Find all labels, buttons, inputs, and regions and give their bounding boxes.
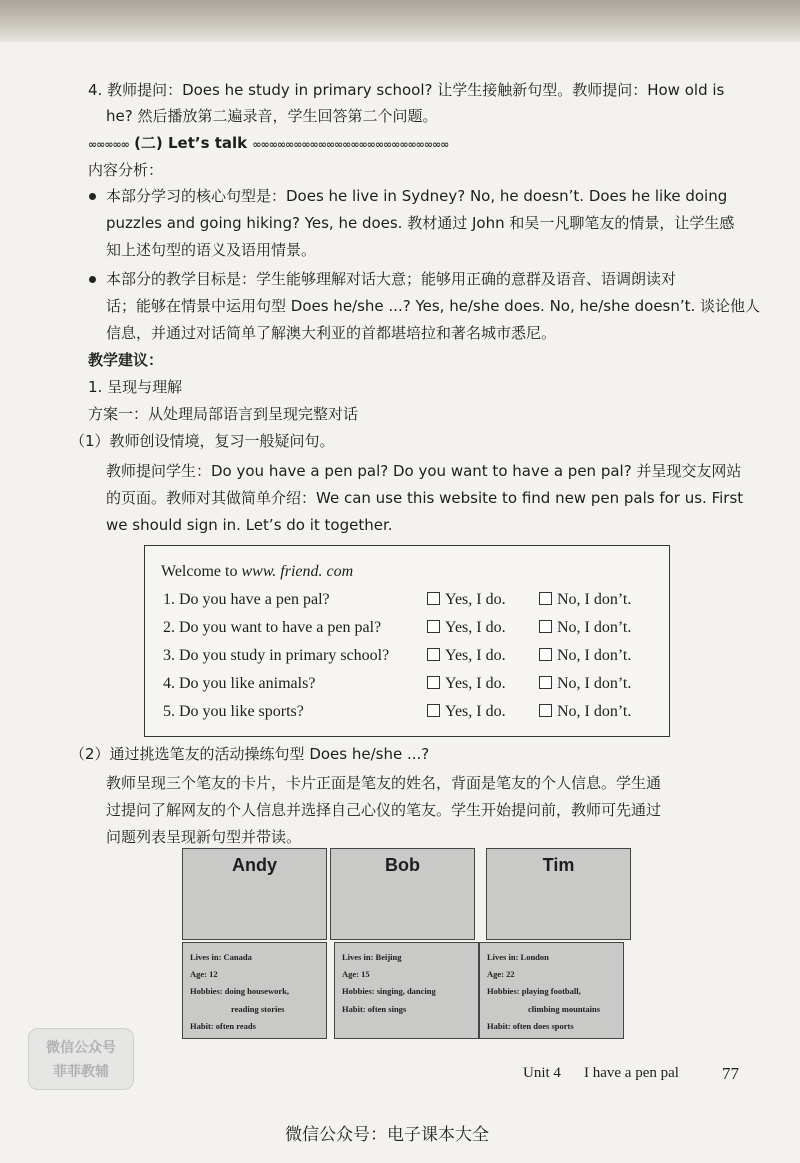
website-name: www. friend. com xyxy=(241,563,354,580)
website-survey-box xyxy=(144,545,670,737)
content-analysis-heading: 内容分析： xyxy=(88,161,164,179)
bullet-dot xyxy=(89,193,96,200)
checkbox-icon[interactable] xyxy=(539,592,552,605)
no-label: No, I don’t. xyxy=(557,619,632,636)
no-label: No, I don’t. xyxy=(557,647,632,664)
page-number: 77 xyxy=(722,1064,739,1083)
survey-question: 1. Do you have a pen pal? xyxy=(163,591,330,608)
yes-option[interactable] xyxy=(427,590,506,610)
penpal-card-back[interactable] xyxy=(479,942,624,1039)
step2-body-line2: 过提问了解网友的个人信息并选择自己心仪的笔友。学生开始提问前，教师可先通过 xyxy=(106,801,662,819)
page-top-edge xyxy=(0,0,800,42)
item4-line2: he? 然后播放第二遍录音，学生回答第二个问题。 xyxy=(106,107,438,125)
yes-option[interactable] xyxy=(427,646,506,666)
yes-option[interactable] xyxy=(427,702,506,722)
point1-heading: 1. 呈现与理解 xyxy=(88,378,183,396)
survey-row xyxy=(145,590,669,614)
checkbox-icon[interactable] xyxy=(427,620,440,633)
watermark-line1: 微信公众号 xyxy=(46,1040,116,1056)
penpal-name: Tim xyxy=(542,855,575,875)
section-heading xyxy=(88,133,448,155)
yes-option[interactable] xyxy=(427,618,506,638)
checkbox-icon[interactable] xyxy=(427,704,440,717)
yes-label: Yes, I do. xyxy=(445,703,506,720)
survey-row xyxy=(145,702,669,726)
survey-row xyxy=(145,674,669,698)
textbook-page xyxy=(0,42,800,1163)
checkbox-icon[interactable] xyxy=(539,704,552,717)
step1-body-line2: 的页面。教师对其做简单介绍：We can use this website to find new pen pals for us. First xyxy=(106,489,744,507)
no-option[interactable] xyxy=(539,618,631,638)
checkbox-icon[interactable] xyxy=(427,648,440,661)
penpal-lives: Lives in: Beijing xyxy=(342,952,402,962)
welcome-prefix: Welcome to xyxy=(161,563,242,580)
penpal-hobbies: Hobbies: doing housework, xyxy=(190,986,289,996)
penpal-card-front[interactable] xyxy=(330,848,475,940)
penpal-hobbies: Hobbies: playing football, xyxy=(487,986,581,996)
penpal-age: Age: 22 xyxy=(487,969,515,979)
bullet1-line3: 知上述句型的语义及语用情景。 xyxy=(106,241,317,259)
bullet2-line3: 信息，并通过对话简单了解澳大利亚的首都堪培拉和著名城市悉尼。 xyxy=(106,324,557,342)
penpal-card-front[interactable] xyxy=(486,848,631,940)
bullet1-line1: 本部分学习的核心句型是：Does he live in Sydney? No, he doesn’t. Does he like doing xyxy=(106,187,728,205)
yes-option[interactable] xyxy=(427,674,506,694)
wave-decoration-right: ∞∞∞∞∞∞∞∞∞∞∞∞∞∞∞∞∞∞∞∞∞∞∞∞ xyxy=(252,138,449,151)
checkbox-icon[interactable] xyxy=(539,648,552,661)
section-title: (二) Let’s talk xyxy=(134,134,248,152)
checkbox-icon[interactable] xyxy=(539,676,552,689)
step1-body-line1: 教师提问学生：Do you have a pen pal? Do you want to have a pen pal? 并呈现交友网站 xyxy=(106,462,742,480)
survey-question: 4. Do you like animals? xyxy=(163,675,316,692)
no-option[interactable] xyxy=(539,702,631,722)
watermark-badge xyxy=(28,1028,134,1090)
no-label: No, I don’t. xyxy=(557,703,632,720)
penpal-card-back[interactable] xyxy=(182,942,327,1039)
penpal-lives: Lives in: London xyxy=(487,952,549,962)
teaching-heading: 教学建议： xyxy=(88,351,164,369)
survey-question: 5. Do you like sports? xyxy=(163,703,304,720)
item4-line1: 4. 教师提问：Does he study in primary school? 让学生接触新句型。教师提问：How old is xyxy=(88,81,725,99)
penpal-habit: Habit: often does sports xyxy=(487,1021,574,1031)
step2-body-line3: 问题列表呈现新句型并带读。 xyxy=(106,828,302,846)
no-option[interactable] xyxy=(539,674,631,694)
step2-title: （2）通过挑选笔友的活动操练句型 Does he/she ...? xyxy=(70,745,430,763)
penpal-habit: Habit: often sings xyxy=(342,1004,407,1014)
step1-title: （1）教师创设情境，复习一般疑问句。 xyxy=(70,432,335,450)
step2-body-line1: 教师呈现三个笔友的卡片，卡片正面是笔友的姓名，背面是笔友的个人信息。学生通 xyxy=(106,774,662,792)
checkbox-icon[interactable] xyxy=(539,620,552,633)
yes-label: Yes, I do. xyxy=(445,675,506,692)
bullet2-line1: 本部分的教学目标是：学生能够理解对话大意；能够用正确的意群及语音、语调朗读对 xyxy=(106,270,677,288)
survey-question: 2. Do you want to have a pen pal? xyxy=(163,619,382,636)
checkbox-icon[interactable] xyxy=(427,676,440,689)
penpal-age: Age: 15 xyxy=(342,969,370,979)
bottom-caption: 微信公众号：电子课本大全 xyxy=(285,1125,489,1145)
penpal-name: Bob xyxy=(385,855,420,875)
bullet-dot xyxy=(89,276,96,283)
penpal-hobbies-cont: reading stories xyxy=(231,1004,285,1014)
checkbox-icon[interactable] xyxy=(427,592,440,605)
yes-label: Yes, I do. xyxy=(445,647,506,664)
unit-label: Unit 4 xyxy=(523,1065,561,1081)
penpal-age: Age: 12 xyxy=(190,969,218,979)
survey-question: 3. Do you study in primary school? xyxy=(163,647,390,664)
wave-decoration-left: ∞∞∞∞∞ xyxy=(88,138,129,151)
no-label: No, I don’t. xyxy=(557,591,632,608)
penpal-name: Andy xyxy=(232,855,277,875)
yes-label: Yes, I do. xyxy=(445,619,506,636)
no-option[interactable] xyxy=(539,646,631,666)
watermark-line2: 菲菲教辅 xyxy=(53,1064,109,1080)
penpal-hobbies: Hobbies: singing, dancing xyxy=(342,986,436,996)
no-label: No, I don’t. xyxy=(557,675,632,692)
survey-row xyxy=(145,646,669,670)
penpal-habit: Habit: often reads xyxy=(190,1021,256,1031)
penpal-card-back[interactable] xyxy=(334,942,479,1039)
yes-label: Yes, I do. xyxy=(445,591,506,608)
survey-welcome xyxy=(161,562,353,582)
penpal-card-front[interactable] xyxy=(182,848,327,940)
unit-title: I have a pen pal xyxy=(584,1065,679,1081)
step1-body-line3: we should sign in. Let’s do it together. xyxy=(106,516,393,534)
bullet1-line2: puzzles and going hiking? Yes, he does. 教材通过 John 和吴一凡聊笔友的情景，让学生感 xyxy=(106,214,735,232)
plan1-heading: 方案一：从处理局部语言到呈现完整对话 xyxy=(88,405,359,423)
no-option[interactable] xyxy=(539,590,631,610)
penpal-hobbies-cont: climbing mountains xyxy=(528,1004,601,1014)
survey-row xyxy=(145,618,669,642)
bullet2-line2: 话；能够在情景中运用句型 Does he/she ...? Yes, he/she does. No, he/she doesn’t. 谈论他人 xyxy=(106,297,761,315)
penpal-lives: Lives in: Canada xyxy=(190,952,252,962)
